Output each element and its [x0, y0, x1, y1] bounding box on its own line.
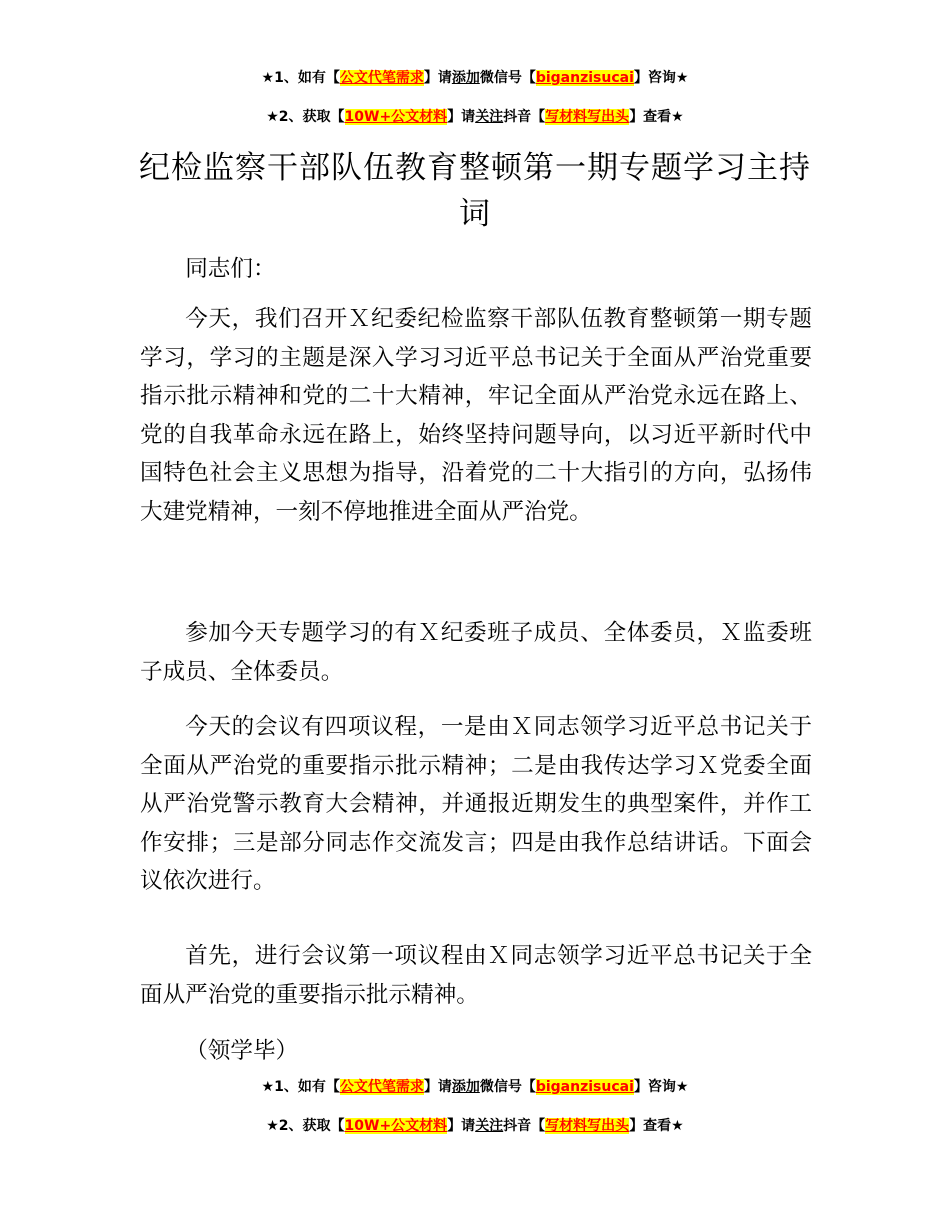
- promo-banner-line-2-top: [0, 106, 950, 128]
- banner-text: 】请: [423, 1079, 452, 1095]
- banner-text: 】咨询★: [633, 70, 689, 86]
- banner-text: 】查看★: [629, 109, 684, 125]
- paragraph-first-item: 首先，进行会议第一项议程由Ｘ同志领学习近平总书记关于全面从严治党的重要指示批示精神。: [140, 943, 812, 1008]
- banner-underline: 添加: [451, 1079, 480, 1095]
- banner-highlight: 公文代笔需求: [339, 1079, 424, 1095]
- banner-underline: 添加: [451, 70, 480, 86]
- banner-text: 微信号【: [479, 70, 536, 86]
- banner-underline: 关注: [475, 109, 504, 125]
- banner-text: 】请: [447, 1118, 476, 1134]
- banner-highlight: 10W+公文材料: [344, 109, 448, 125]
- banner-highlight: 写材料写出头: [545, 109, 630, 125]
- banner-text: ★2、获取【: [266, 1118, 345, 1134]
- promo-banner-line-1-top: [0, 67, 950, 89]
- paragraph-salutation: 同志们：: [185, 256, 276, 282]
- banner-text: ★2、获取【: [266, 109, 345, 125]
- banner-highlight: biganzisucai: [535, 1079, 634, 1095]
- paragraph-agenda: 今天的会议有四项议程，一是由Ｘ同志领学习近平总书记关于全面从严治党的重要指示批示精神；二是由我传达学习Ｘ党委全面从严治党警示教育大会精神，并通报近期发生的典型案件，并作工作安排；三是部分同志作交流发言；四是由我作总结讲话。下面会议依次进行。: [140, 714, 812, 894]
- banner-highlight: 写材料写出头: [545, 1118, 630, 1134]
- banner-text: 】查看★: [629, 1118, 684, 1134]
- banner-text: ★1、如有【: [261, 1079, 340, 1095]
- paragraph-note: （领学毕）: [185, 1038, 299, 1064]
- banner-text: 】咨询★: [633, 1079, 689, 1095]
- banner-text: 微信号【: [479, 1079, 536, 1095]
- banner-underline: 关注: [475, 1118, 504, 1134]
- banner-text: ★1、如有【: [261, 70, 340, 86]
- banner-text: 】请: [423, 70, 452, 86]
- document-title: 纪检监察干部队伍教育整顿第一期专题学习主持词: [139, 150, 811, 232]
- banner-text: 抖音【: [503, 1118, 546, 1134]
- banner-highlight: 公文代笔需求: [339, 70, 424, 86]
- paragraph-intro: 今天，我们召开Ｘ纪委纪检监察干部队伍教育整顿第一期专题学习，学习的主题是深入学习习近平总书记关于全面从严治党重要指示批示精神和党的二十大精神，牢记全面从严治党永远在路上、党的自我革命永远在路上，始终坚持问题导向，以习近平新时代中国特色社会主义思想为指导，沿着党的二十大指引的方向，弘扬伟大建党精神，一刻不停地推进全面从严治党。: [140, 306, 812, 525]
- banner-text: 】请: [447, 109, 476, 125]
- promo-banner-line-2-bottom: [0, 1115, 950, 1137]
- banner-highlight: biganzisucai: [535, 70, 634, 86]
- banner-highlight: 10W+公文材料: [344, 1118, 448, 1134]
- paragraph-attendees: 参加今天专题学习的有Ｘ纪委班子成员、全体委员，Ｘ监委班子成员、全体委员。: [140, 620, 812, 685]
- promo-banner-line-1-bottom: [0, 1076, 950, 1098]
- banner-text: 抖音【: [503, 109, 546, 125]
